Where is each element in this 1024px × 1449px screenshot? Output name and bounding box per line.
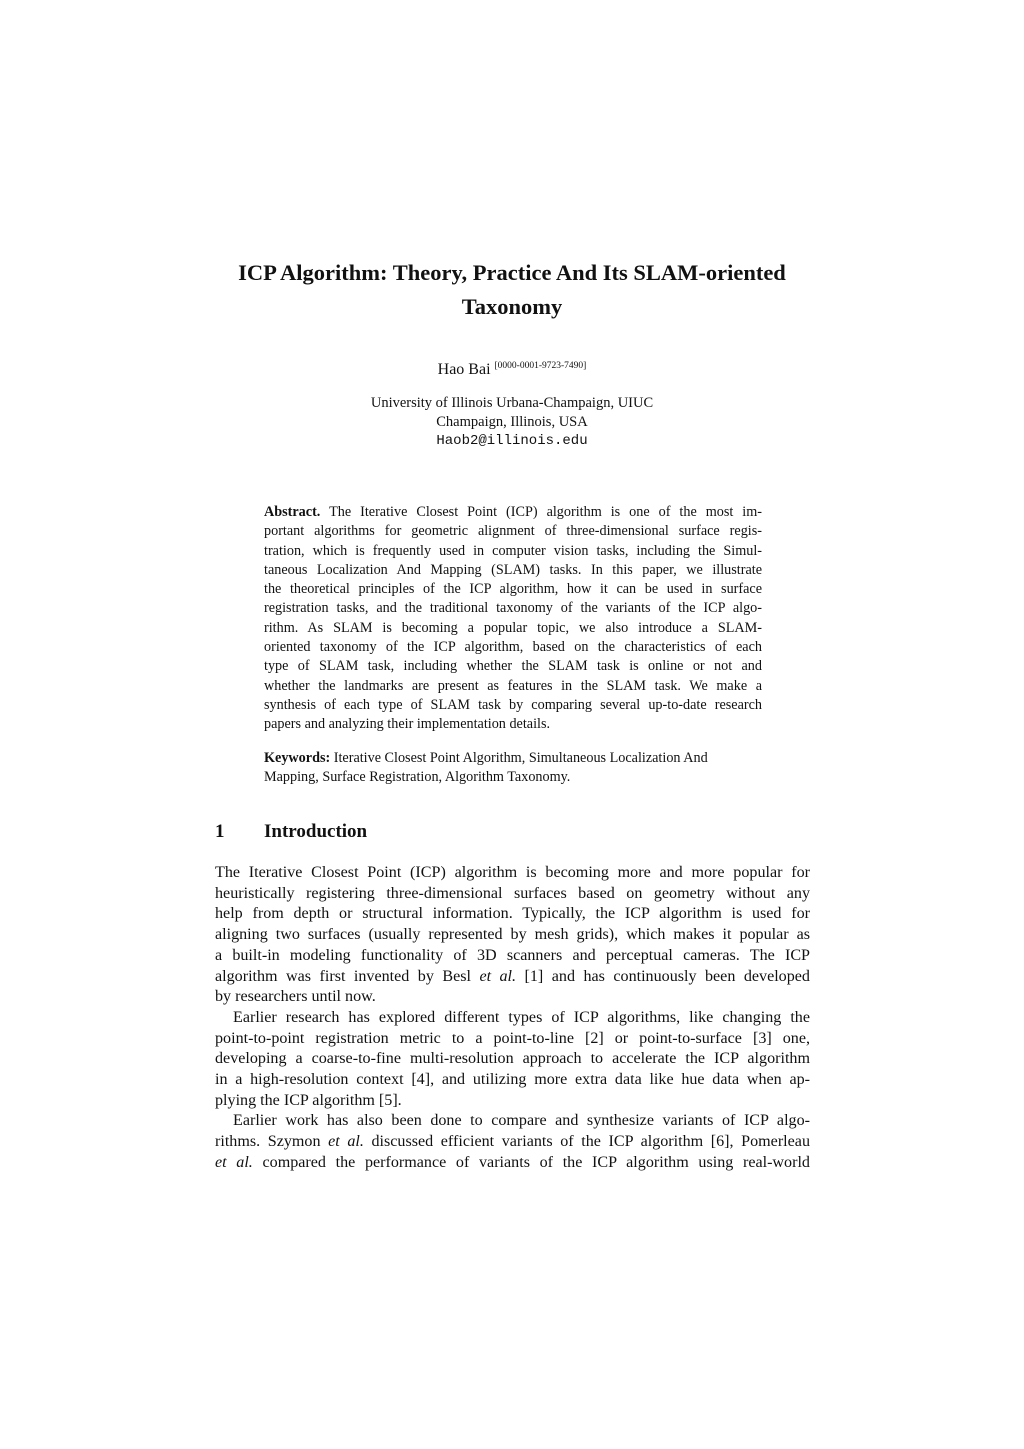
keywords-line: Mapping, Surface Registration, Algorithm Taxonomy. (264, 769, 571, 786)
abstract-line: taneous Localization And Mapping (SLAM) tasks. In this paper, we illustrate (264, 561, 762, 578)
abstract (264, 503, 762, 735)
abstract-line: portant algorithms for geometric alignment of three-dimensional surface regis- (264, 523, 762, 540)
affiliation-location: Champaign, Illinois, USA (436, 414, 588, 430)
affiliation (180, 394, 844, 451)
paragraph-2 (215, 1008, 810, 1112)
paragraph-3 (215, 1111, 810, 1173)
abstract-line: registration tasks, and the traditional taxonomy of the variants of the ICP algo- (264, 600, 762, 617)
paragraph-1 (215, 863, 810, 1008)
abstract-line: type of SLAM task, including whether the SLAM task is online or not and (264, 658, 762, 675)
body-line: developing a coarse-to-fine multi-resolution approach to accelerate the ICP algorithm (215, 1050, 810, 1068)
body-line: rithms. Szymon et al. discussed efficient variants of the ICP algorithm [6], Pomerleau (215, 1133, 810, 1151)
abstract-line: tration, which is frequently used in computer vision tasks, including the Simul- (264, 542, 762, 559)
abstract-line: rithm. As SLAM is becoming a popular topic, we also introduce a SLAM- (264, 619, 762, 636)
body-line: help from depth or structural information. Typically, the ICP algorithm is used for (215, 905, 810, 923)
citation-et-al: et al. (215, 1153, 253, 1171)
abstract-label: Abstract. (264, 504, 321, 520)
body-line: Earlier work has also been done to compare and synthesize variants of ICP algo- (233, 1112, 810, 1130)
body-line: algorithm was first invented by Besl et al. [1] and has continuously been developed (215, 967, 810, 985)
abstract-line: whether the landmarks are present as features in the SLAM task. We make a (264, 677, 762, 694)
body-line: plying the ICP algorithm [5]. (215, 1091, 402, 1109)
body-line: point-to-point registration metric to a point-to-line [2] or point-to-surface [3] one, (215, 1029, 810, 1047)
body-line: aligning two surfaces (usually represented by mesh grids), which makes it popular as (215, 926, 810, 944)
section-number: 1 (215, 821, 225, 842)
introduction-body (215, 863, 810, 1174)
body-line: The Iterative Closest Point (ICP) algorithm is becoming more and more popular for (215, 864, 810, 881)
author (180, 356, 844, 380)
keywords-line: Keywords: Iterative Closest Point Algorithm, Simultaneous Localization And (264, 750, 708, 766)
abstract-line: Abstract. The Iterative Closest Point (ICP) algorithm is one of the most im- (264, 504, 763, 520)
abstract-line: oriented taxonomy of the ICP algorithm, based on the characteristics of each (264, 639, 762, 656)
body-line: a built-in modeling functionality of 3D scanners and perceptual cameras. The ICP (215, 946, 810, 964)
body-line: by researchers until now. (215, 988, 376, 1006)
affiliation-university: University of Illinois Urbana-Champaign, UIUC (370, 395, 654, 411)
abstract-line: synthesis of each type of SLAM task by comparing several up-to-date research (264, 696, 762, 713)
citation-et-al: et al. (479, 967, 517, 985)
citation-et-al: et al. (328, 1133, 364, 1151)
author-email: Haob2@illinois.edu (436, 433, 588, 449)
title-line-2: Taxonomy (461, 294, 563, 319)
body-line: heuristically registering three-dimensional surfaces based on geometry without any (215, 884, 810, 902)
section-heading-introduction (215, 820, 367, 844)
body-line: et al. compared the performance of variants of the ICP algorithm using real-world (215, 1153, 810, 1171)
author-orcid: [0000-0001-9723-7490] (494, 361, 587, 371)
paper-title (180, 256, 844, 324)
section-title: Introduction (264, 821, 368, 842)
abstract-line: papers and analyzing their implementation details. (264, 716, 551, 733)
author-name: Hao Bai (437, 361, 491, 378)
abstract-line: the theoretical principles of the ICP algorithm, how it can be used in surface (264, 581, 762, 598)
keywords-label: Keywords: (264, 750, 331, 766)
body-line: in a high-resolution context [4], and utilizing more extra data like hue data when ap- (215, 1071, 810, 1089)
keywords (264, 749, 762, 788)
body-line: Earlier research has explored different types of ICP algorithms, like changing the (233, 1008, 810, 1026)
title-line-1: ICP Algorithm: Theory, Practice And Its SLAM-oriented (238, 260, 786, 285)
